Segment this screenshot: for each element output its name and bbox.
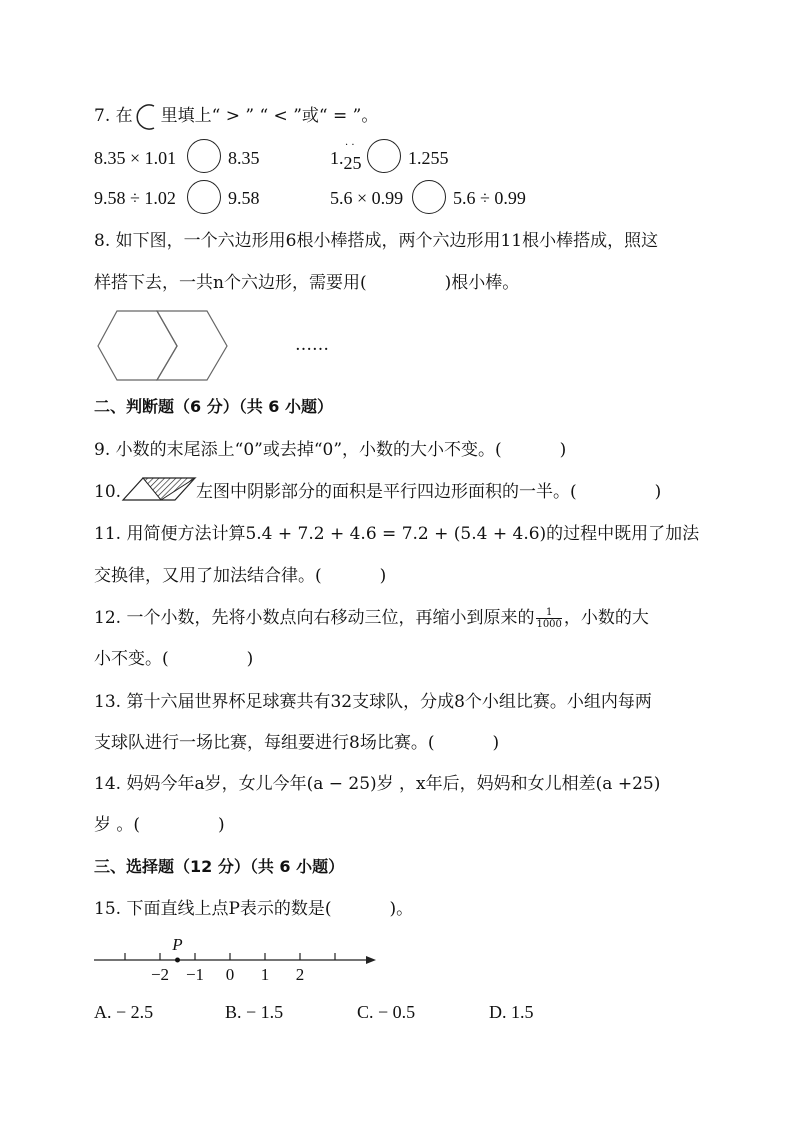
tick-label: −2 bbox=[150, 965, 170, 984]
q12-line1: 12. 一个小数，先将小数点向右移动三位，再缩小到原来的 $\frac{1}{1000}$ ，小数的大 bbox=[94, 607, 649, 630]
answer-circle-1[interactable] bbox=[187, 139, 221, 173]
tick-label: 1 bbox=[260, 965, 270, 984]
q7-prompt-b: 里填上“ > ” “ < ”或“ = ”。 bbox=[160, 106, 379, 126]
q8-line2: 样搭下去，一共n个六边形，需要用( )根小棒。 bbox=[94, 273, 520, 293]
q7-r2-c-left: 5.6 × 0.99 bbox=[330, 188, 404, 208]
section2-title: 二、判断题（6 分）（共 6 小题） bbox=[94, 397, 333, 416]
q7-r1-left: 8.35 × 1.01 bbox=[94, 148, 177, 168]
q14-line1: 14. 妈妈今年a岁，女儿今年(a − 25)岁 ，x年后，妈妈和女儿相差(a +25) bbox=[94, 774, 661, 794]
option-a[interactable]: A. − 2.5 bbox=[94, 1002, 154, 1022]
section3-title: 三、选择题（12 分）（共 6 小题） bbox=[94, 857, 345, 876]
q11-line2: 交换律，又用了加法结合律。( ) bbox=[94, 566, 387, 586]
option-c[interactable]: C. − 0.5 bbox=[357, 1002, 416, 1022]
fraction-1-1000: $\frac{1}{1000}$ bbox=[536, 607, 562, 630]
q7-prompt-a: 7. 在 bbox=[94, 106, 133, 126]
q7-r2-right: 5.6 ÷ 0.99 bbox=[453, 188, 526, 208]
tick-label: −1 bbox=[185, 965, 205, 984]
q13-line2: 支球队进行一场比赛，每组要进行8场比赛。( ) bbox=[94, 733, 500, 753]
axis-arrow bbox=[366, 956, 376, 964]
q7-r2-mid: 9.58 bbox=[228, 188, 260, 208]
q7-r1-right: 1.255 bbox=[408, 148, 449, 168]
q8-line1: 8. 如下图，一个六边形用6根小棒搭成，两个六边形用11根小棒搭成，照这 bbox=[94, 231, 659, 251]
q12-line2: 小不变。( ) bbox=[94, 649, 254, 669]
answer-circle-4[interactable] bbox=[412, 180, 446, 214]
repeating-dots: · · bbox=[345, 140, 355, 151]
hexagon-figure bbox=[95, 308, 235, 384]
q11-line1: 11. 用简便方法计算5.4 + 7.2 + 4.6 = 7.2 + (5.4 + 4.6)的过程中既用了加法 bbox=[94, 524, 700, 544]
answer-circle-3[interactable] bbox=[187, 180, 221, 214]
point-p-label: P bbox=[172, 935, 183, 954]
shaded-parallelogram-figure bbox=[121, 476, 199, 504]
q9: 9. 小数的末尾添上“0”或去掉“0”，小数的大小不变。( ) bbox=[94, 440, 567, 460]
q7-r1-mid: 8.35 bbox=[228, 148, 260, 168]
number-line bbox=[0, 930, 794, 990]
q10-text: 左图中阴影部分的面积是平行四边形面积的一半。( ) bbox=[196, 482, 662, 502]
q7-r1-c-left: 1.25 bbox=[330, 148, 362, 173]
option-b[interactable]: B. − 1.5 bbox=[225, 1002, 284, 1022]
option-d[interactable]: D. 1.5 bbox=[489, 1002, 534, 1022]
q7-r2-left: 9.58 ÷ 1.02 bbox=[94, 188, 176, 208]
q13-line1: 13. 第十六届世界杯足球赛共有32支球队，分成8个小组比赛。小组内每两 bbox=[94, 692, 652, 712]
q14-line2: 岁 。( ) bbox=[94, 815, 225, 835]
answer-circle-2[interactable] bbox=[367, 139, 401, 173]
q7-sample-circle bbox=[130, 102, 162, 132]
ellipsis: …… bbox=[295, 335, 329, 355]
point-p bbox=[175, 958, 180, 963]
tick-label: 2 bbox=[295, 965, 305, 984]
q15-text: 15. 下面直线上点P表示的数是( )。 bbox=[94, 899, 414, 919]
q10-num: 10. bbox=[94, 482, 122, 502]
tick-label: 0 bbox=[225, 965, 235, 984]
